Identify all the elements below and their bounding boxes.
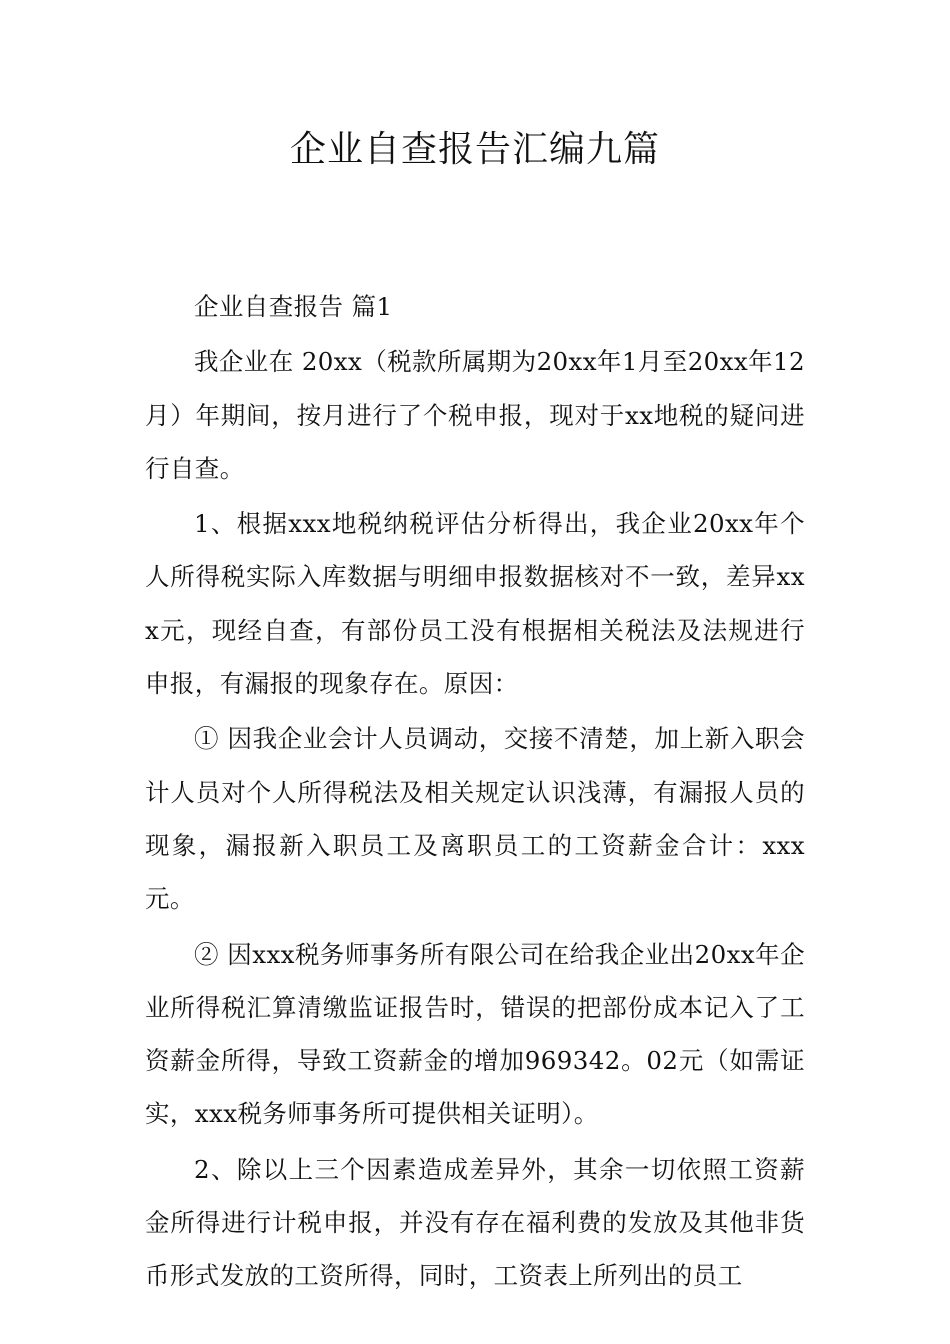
paragraph-item-1: 1、根据xxx地税纳税评估分析得出，我企业20xx年个人所得税实际入库数据与明细申报数据核对不一致，差异xxx元，现经自查，有部份员工没有根据相关税法及法规进行申报，有漏报的现象存在。原因： [145,509,805,699]
paragraph-item-2: 2、除以上三个因素造成差异外，其余一切依照工资薪金所得进行计税申报，并没有存在福利费的发放及其他非货币形式发放的工资所得，同时，工资表上所列出的员工 [145,1154,805,1291]
paragraph-reason-2: ② 因xxx税务师事务所有限公司在给我企业出20xx年企业所得税汇算清缴监证报告时，错误的把部份成本记入了工资薪金所得，导致工资薪金的增加969342。02元（如需证实，xxx税务师事务所可提供相关证明）。 [145,939,805,1129]
document-body [145,280,805,1303]
section-heading: 企业自查报告 篇1 [194,292,393,321]
paragraph-intro: 我企业在 20xx（税款所属期为20xx年1月至20xx年12月）年期间，按月进行了个税申报，现对于xx地税的疑问进行自查。 [145,347,805,483]
paragraph-reason-1: ① 因我企业会计人员调动，交接不清楚，加上新入职会计人员对个人所得税法及相关规定认识浅薄，有漏报人员的现象，漏报新入职员工及离职员工的工资薪金合计：xxx元。 [145,724,805,914]
document-title: 企业自查报告汇编九篇 [289,129,660,170]
